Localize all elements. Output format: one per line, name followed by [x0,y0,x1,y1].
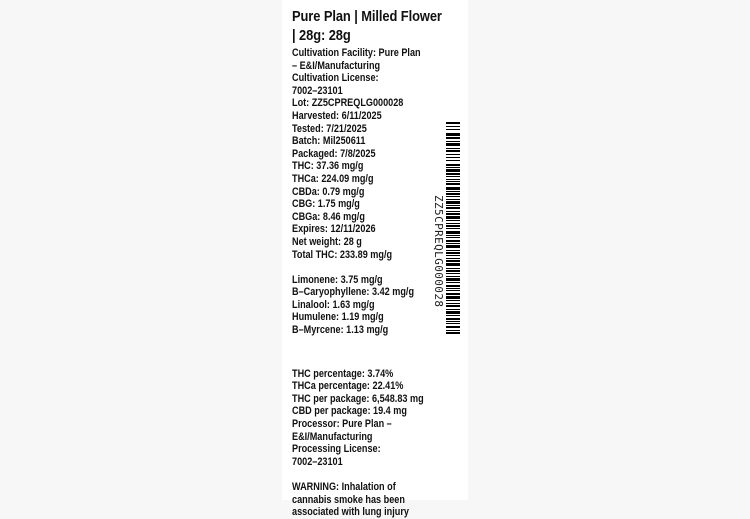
terpene-line: B–Caryophyllene: 3.42 mg/g [292,286,415,299]
cbd-per-package: CBD per package: 19.4 mg [292,405,407,418]
barcode-icon [446,122,460,384]
total-thc: Total THC: 233.89 mg/g [292,248,393,261]
harvested-date: Harvested: 6/11/2025 [292,109,382,122]
processor-line: Processor: Pure Plan – [292,418,392,431]
terpene-line: Limonene: 3.75 mg/g [292,273,383,286]
barcode-text: ZZ5CPREQLG000028 [432,195,445,308]
warning-section [292,481,455,519]
processing-license-label: Processing License: [292,443,381,456]
net-weight: Net weight: 28 g [292,235,362,248]
thc-percentage: THC percentage: 3.74% [292,367,394,380]
batch-number: Batch: Mil250611 [292,135,366,148]
processing-license-number: 7002–23101 [292,455,343,468]
cbg-value: CBG: 1.75 mg/g [292,198,360,211]
cbda-value: CBDa: 0.79 mg/g [292,185,365,198]
expires-date: Expires: 12/11/2026 [292,223,376,236]
details-section [292,47,455,261]
detail-line: 7002–23101 [292,84,343,97]
warning-line: WARNING: Inhalation of [292,481,396,493]
warning-line: cannabis smoke has been [292,493,405,506]
cbga-value: CBGa: 8.46 mg/g [292,210,365,223]
thc-per-package: THC per package: 6,548.83 mg [292,392,424,405]
detail-line: Cultivation Facility: Pure Plan [292,47,421,59]
packaged-date: Packaged: 7/8/2025 [292,147,376,160]
detail-line: Cultivation License: [292,72,379,85]
product-title: Pure Plan | Milled Flower | 28g: 28g [292,8,442,44]
product-label [282,0,468,519]
potency-section [292,368,455,469]
thca-percentage: THCa percentage: 22.41% [292,380,404,393]
terpene-line: Humulene: 1.19 mg/g [292,311,384,324]
tested-date: Tested: 7/21/2025 [292,122,367,135]
processor-line: E&I/Manufacturing [292,430,373,443]
terpenes-section [292,274,455,337]
lot-number: Lot: ZZ5CPREQLG000028 [292,97,404,110]
terpene-line: B–Myrcene: 1.13 mg/g [292,324,389,337]
thc-value: THC: 37.36 mg/g [292,160,364,173]
terpene-line: Linalool: 1.63 mg/g [292,298,375,311]
label-body [292,47,455,519]
thca-value: THCa: 224.09 mg/g [292,172,374,185]
warning-line: associated with lung injury [292,506,409,519]
detail-line: – E&I/Manufacturing [292,59,381,72]
